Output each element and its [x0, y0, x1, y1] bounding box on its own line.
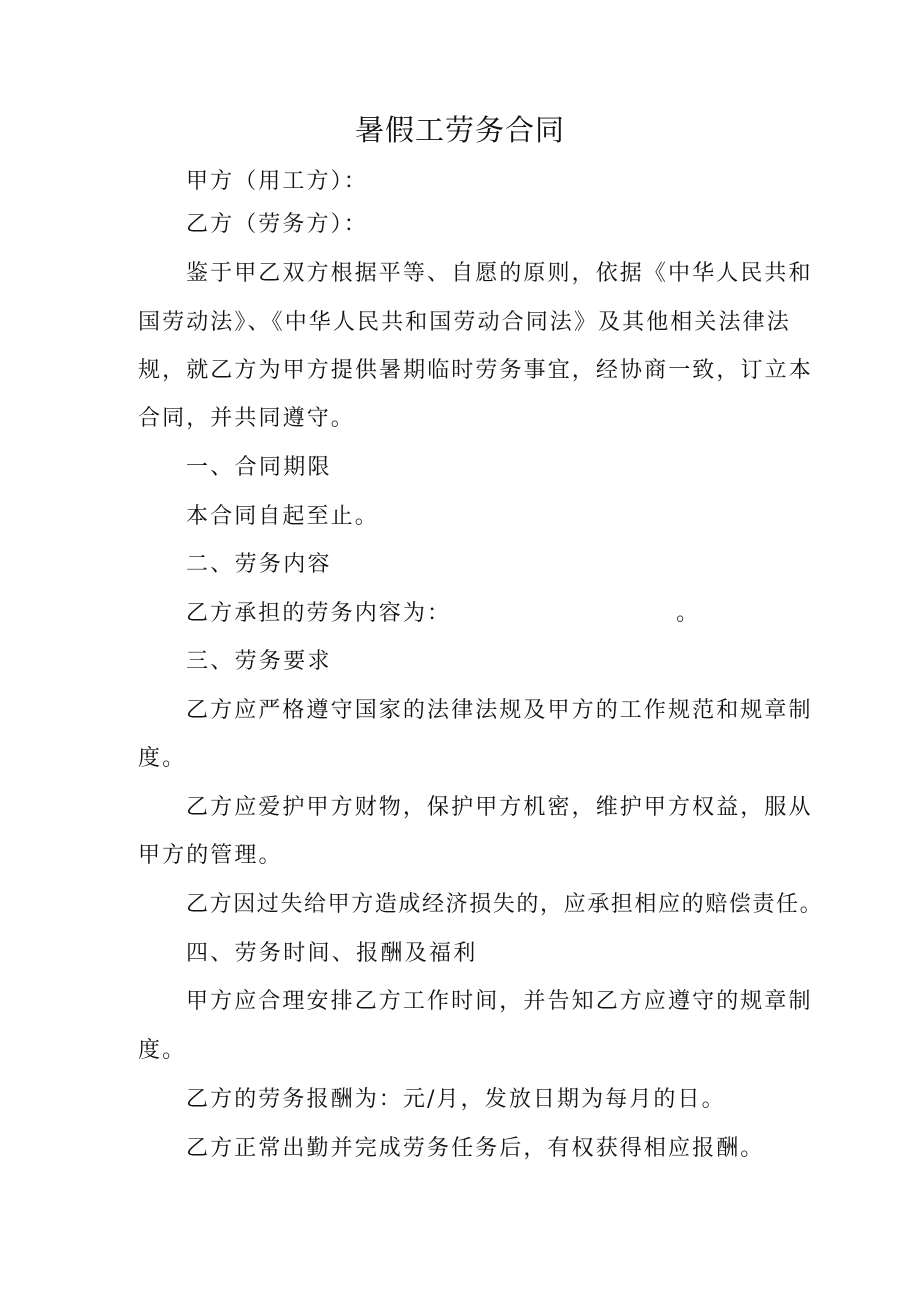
section-4-p3: 乙方正常出勤并完成劳务任务后，有权获得相应报酬。: [186, 1136, 765, 1161]
section-4-p1-line-1: 甲方应合理安排乙方工作时间，并告知乙方应遵守的规章制: [186, 989, 813, 1014]
section-2-text-line: [186, 597, 886, 631]
section-3-p2-line-1: 乙方应爱护甲方财物，保护甲方机密，维护甲方权益，服从: [186, 795, 813, 820]
preamble-line-1: 鉴于甲乙双方根据平等、自愿的原则，依据《中华人民共和: [186, 261, 813, 286]
section-2-heading: 二、劳务内容: [186, 552, 332, 577]
preamble-line-4: 合同，并共同遵守。: [138, 406, 355, 431]
party-a-line: 甲方（用工方）：: [186, 169, 368, 194]
section-1-heading: 一、合同期限: [186, 455, 332, 480]
preamble-line-2: 国劳动法》、《中华人民共和国劳动合同法》及其他相关法律法: [138, 310, 791, 335]
section-3-p1-line-2: 度。: [138, 746, 187, 771]
section-3-p3: 乙方因过失给甲方造成经济损失的，应承担相应的赔偿责任。: [186, 892, 824, 917]
section-4-p2: 乙方的劳务报酬为：元/月，发放日期为每月的日。: [186, 1087, 726, 1112]
section-3-heading: 三、劳务要求: [186, 649, 332, 674]
section-2-end-mark: 。: [676, 601, 701, 626]
section-2-text: 乙方承担的劳务内容为：: [186, 601, 452, 626]
document-title: 暑假工劳务合同: [354, 113, 565, 147]
section-3-p2-line-2: 甲方的管理。: [138, 843, 283, 868]
party-b-line: 乙方（劳务方）：: [186, 212, 368, 237]
section-1-text: 本合同自起至止。: [186, 504, 379, 529]
section-3-p1-line-1: 乙方应严格遵守国家的法律法规及甲方的工作规范和规章制: [186, 698, 813, 723]
section-4-p1-line-2: 度。: [138, 1038, 187, 1063]
preamble-line-3: 规，就乙方为甲方提供暑期临时劳务事宜，经协商一致，订立本: [138, 358, 813, 383]
section-4-heading: 四、劳务时间、报酬及福利: [186, 941, 478, 966]
